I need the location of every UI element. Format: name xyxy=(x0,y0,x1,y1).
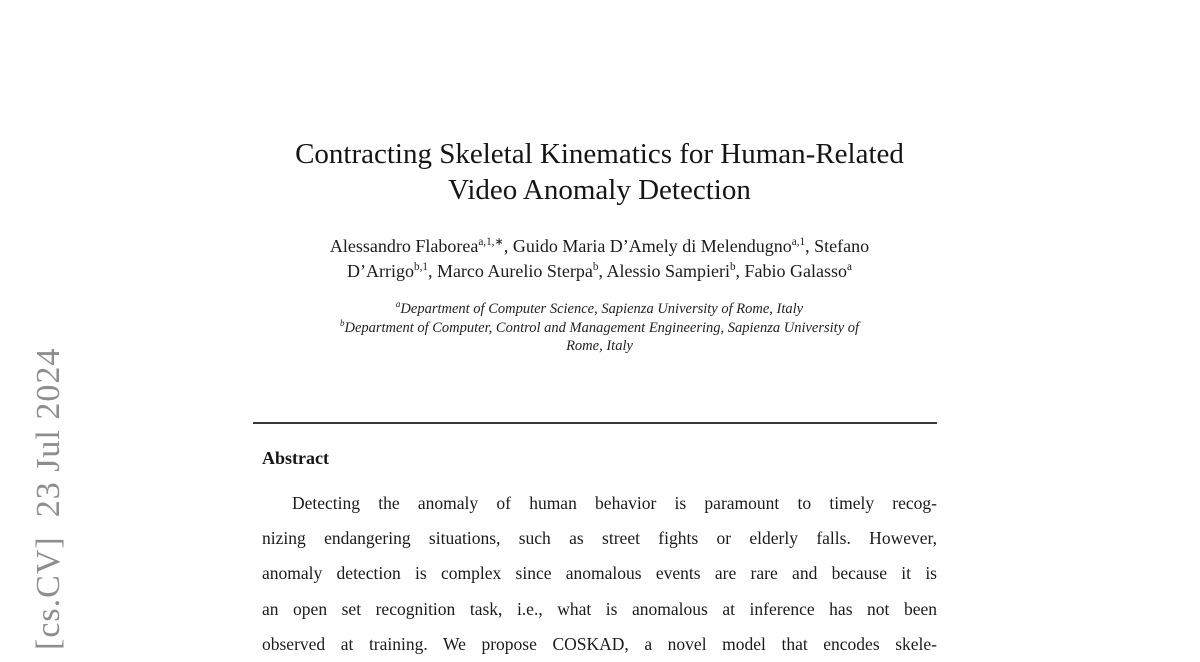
abstract-line: observed at training. We propose COSKAD, a novel model that encodes skele- xyxy=(262,633,937,654)
paper-title-line: Contracting Skeletal Kinematics for Human-Related xyxy=(295,138,904,170)
abstract-line: anomaly detection is complex since anomalous events are rare and because it is xyxy=(262,563,937,584)
abstract-text xyxy=(262,486,937,662)
abstract-line: Detecting the anomaly of human behavior is paramount to timely recog- xyxy=(292,493,937,513)
author-line: Alessandro Flaborea$^{a,1,∗}$, Guido Maria D’Amely di Melendugno$^{a,1}$, Stefano xyxy=(329,236,870,256)
abstract-line: nizing endangering situations, such as street fights or elderly falls. However, xyxy=(262,528,937,549)
paper-title xyxy=(242,136,957,208)
affiliation-list xyxy=(247,300,952,356)
affiliation-line: $^a$Department of Computer Science, Sapienza University of Rome, Italy xyxy=(395,299,804,317)
paper-title-line: Video Anomaly Detection xyxy=(448,174,751,206)
affiliation-line: Rome, Italy xyxy=(566,338,633,355)
affiliation-line: $^b$Department of Computer, Control and Management Engineering, Sapienza University of xyxy=(339,317,860,336)
divider-rule xyxy=(253,422,937,424)
author-list xyxy=(237,234,962,284)
abstract-heading: Abstract xyxy=(262,448,329,468)
author-line: D’Arrigo$^{b,1}$, Marco Aurelio Sterpa$^b$, Alessio Sampieri$^b$, Fabio Galasso$^a$ xyxy=(347,261,852,281)
abstract-line: an open set recognition task, i.e., what is anomalous at inference has not been xyxy=(262,598,937,619)
arxiv-watermark: [cs.CV] 23 Jul 2024 xyxy=(30,347,67,650)
paper-column xyxy=(262,0,937,654)
